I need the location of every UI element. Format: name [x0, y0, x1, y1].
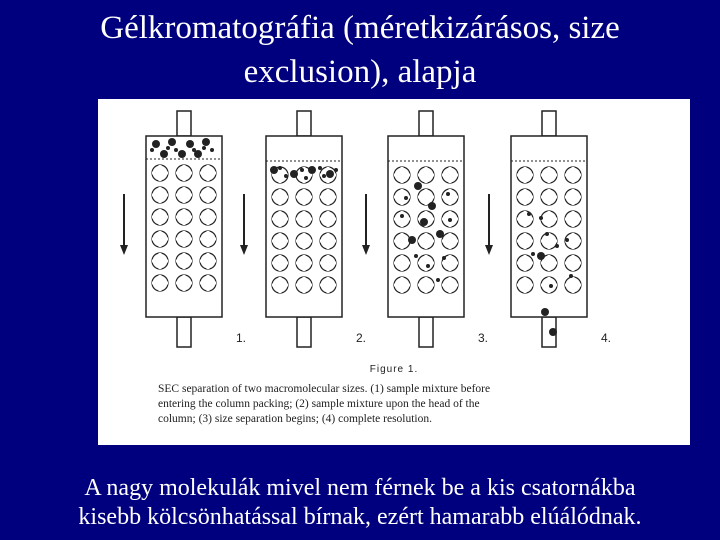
- column-3-small-molecule: [442, 256, 446, 260]
- column-1-large-molecule: [178, 150, 186, 158]
- column-2-small-molecule: [300, 168, 304, 172]
- column-3-label: 3.: [478, 331, 489, 345]
- column-3-large-molecule: [408, 236, 416, 244]
- column-2-small-molecule: [334, 168, 338, 172]
- column-3-small-molecule: [448, 218, 452, 222]
- column-2-flow-arrowhead: [240, 245, 248, 255]
- column-4-small-molecule: [569, 274, 573, 278]
- column-1-large-molecule: [160, 150, 168, 158]
- column-1-small-molecule: [192, 148, 196, 152]
- column-2-large-molecule: [308, 166, 316, 174]
- column-4-small-molecule: [565, 238, 569, 242]
- column-4-top-stem: [542, 111, 556, 136]
- figure-caption: [98, 364, 690, 375]
- explanation-line-1: A nagy molekulák mivel nem férnek be a kis csatornákba: [84, 475, 636, 501]
- caption-line-2: entering the column packing; (2) sample mixture upon the head of the: [158, 398, 480, 410]
- column-4-small-molecule: [549, 284, 553, 288]
- column-4-small-molecule: [527, 212, 531, 216]
- column-2-bottom-stem: [297, 317, 311, 347]
- sec-figure: [98, 99, 690, 445]
- column-1-small-molecule: [166, 146, 170, 150]
- column-4-flow-arrowhead: [485, 245, 493, 255]
- column-3-large-molecule: [428, 202, 436, 210]
- column-4-small-molecule: [555, 244, 559, 248]
- column-1-large-molecule: [152, 140, 160, 148]
- column-3-flow-arrowhead: [362, 245, 370, 255]
- column-4-large-molecule: [541, 308, 549, 316]
- column-2-small-molecule: [278, 166, 282, 170]
- column-3-small-molecule: [404, 196, 408, 200]
- column-1-large-molecule: [186, 140, 194, 148]
- column-4-small-molecule: [531, 252, 535, 256]
- column-3-small-molecule: [400, 214, 404, 218]
- column-2-small-molecule: [322, 174, 326, 178]
- column-2-small-molecule: [318, 166, 322, 170]
- column-1-small-molecule: [150, 148, 154, 152]
- column-3-small-molecule: [414, 254, 418, 258]
- column-4-small-molecule: [539, 216, 543, 220]
- title-line-2: exclusion), alapja: [243, 54, 477, 90]
- column-1-bottom-stem: [177, 317, 191, 347]
- caption-line-1: SEC separation of two macromolecular sizes. (1) sample mixture before: [158, 383, 491, 395]
- column-2-large-molecule: [326, 170, 334, 178]
- column-3-bottom-stem: [419, 317, 433, 347]
- column-1-label: 1.: [236, 331, 247, 345]
- column-2-small-molecule: [284, 174, 288, 178]
- column-3-large-molecule: [420, 218, 428, 226]
- column-2-small-molecule: [304, 176, 308, 180]
- column-4-large-molecule: [537, 252, 545, 260]
- column-2-large-molecule: [290, 170, 298, 178]
- column-2-top-stem: [297, 111, 311, 136]
- column-3-large-molecule: [436, 230, 444, 238]
- column-1-large-molecule: [202, 138, 210, 146]
- column-2-large-molecule: [270, 166, 278, 174]
- caption-title: Figure 1.: [369, 364, 419, 375]
- explanation-line-2: kisebb kölcsönhatással bírnak, ezért hamarabb elúálódnak.: [78, 504, 642, 530]
- column-1-flow-arrowhead: [120, 245, 128, 255]
- caption-line-3: column; (3) size separation begins; (4) complete resolution.: [158, 413, 433, 425]
- column-2-label: 2.: [356, 331, 367, 345]
- column-3-small-molecule: [446, 192, 450, 196]
- column-3-top-stem: [419, 111, 433, 136]
- column-4-small-molecule: [545, 232, 549, 236]
- column-1-small-molecule: [210, 148, 214, 152]
- column-3-large-molecule: [414, 182, 422, 190]
- column-4-large-molecule: [549, 328, 557, 336]
- column-4-label: 4.: [601, 331, 612, 345]
- explanation-text: [0, 474, 720, 532]
- column-3-small-molecule: [436, 278, 440, 282]
- column-1-top-stem: [177, 111, 191, 136]
- column-1-large-molecule: [168, 138, 176, 146]
- slide-title: [0, 6, 720, 94]
- column-1-small-molecule: [174, 148, 178, 152]
- title-line-1: Gélkromatográfia (méretkizárásos, size: [100, 10, 620, 46]
- column-3-small-molecule: [426, 264, 430, 268]
- column-1-small-molecule: [202, 146, 206, 150]
